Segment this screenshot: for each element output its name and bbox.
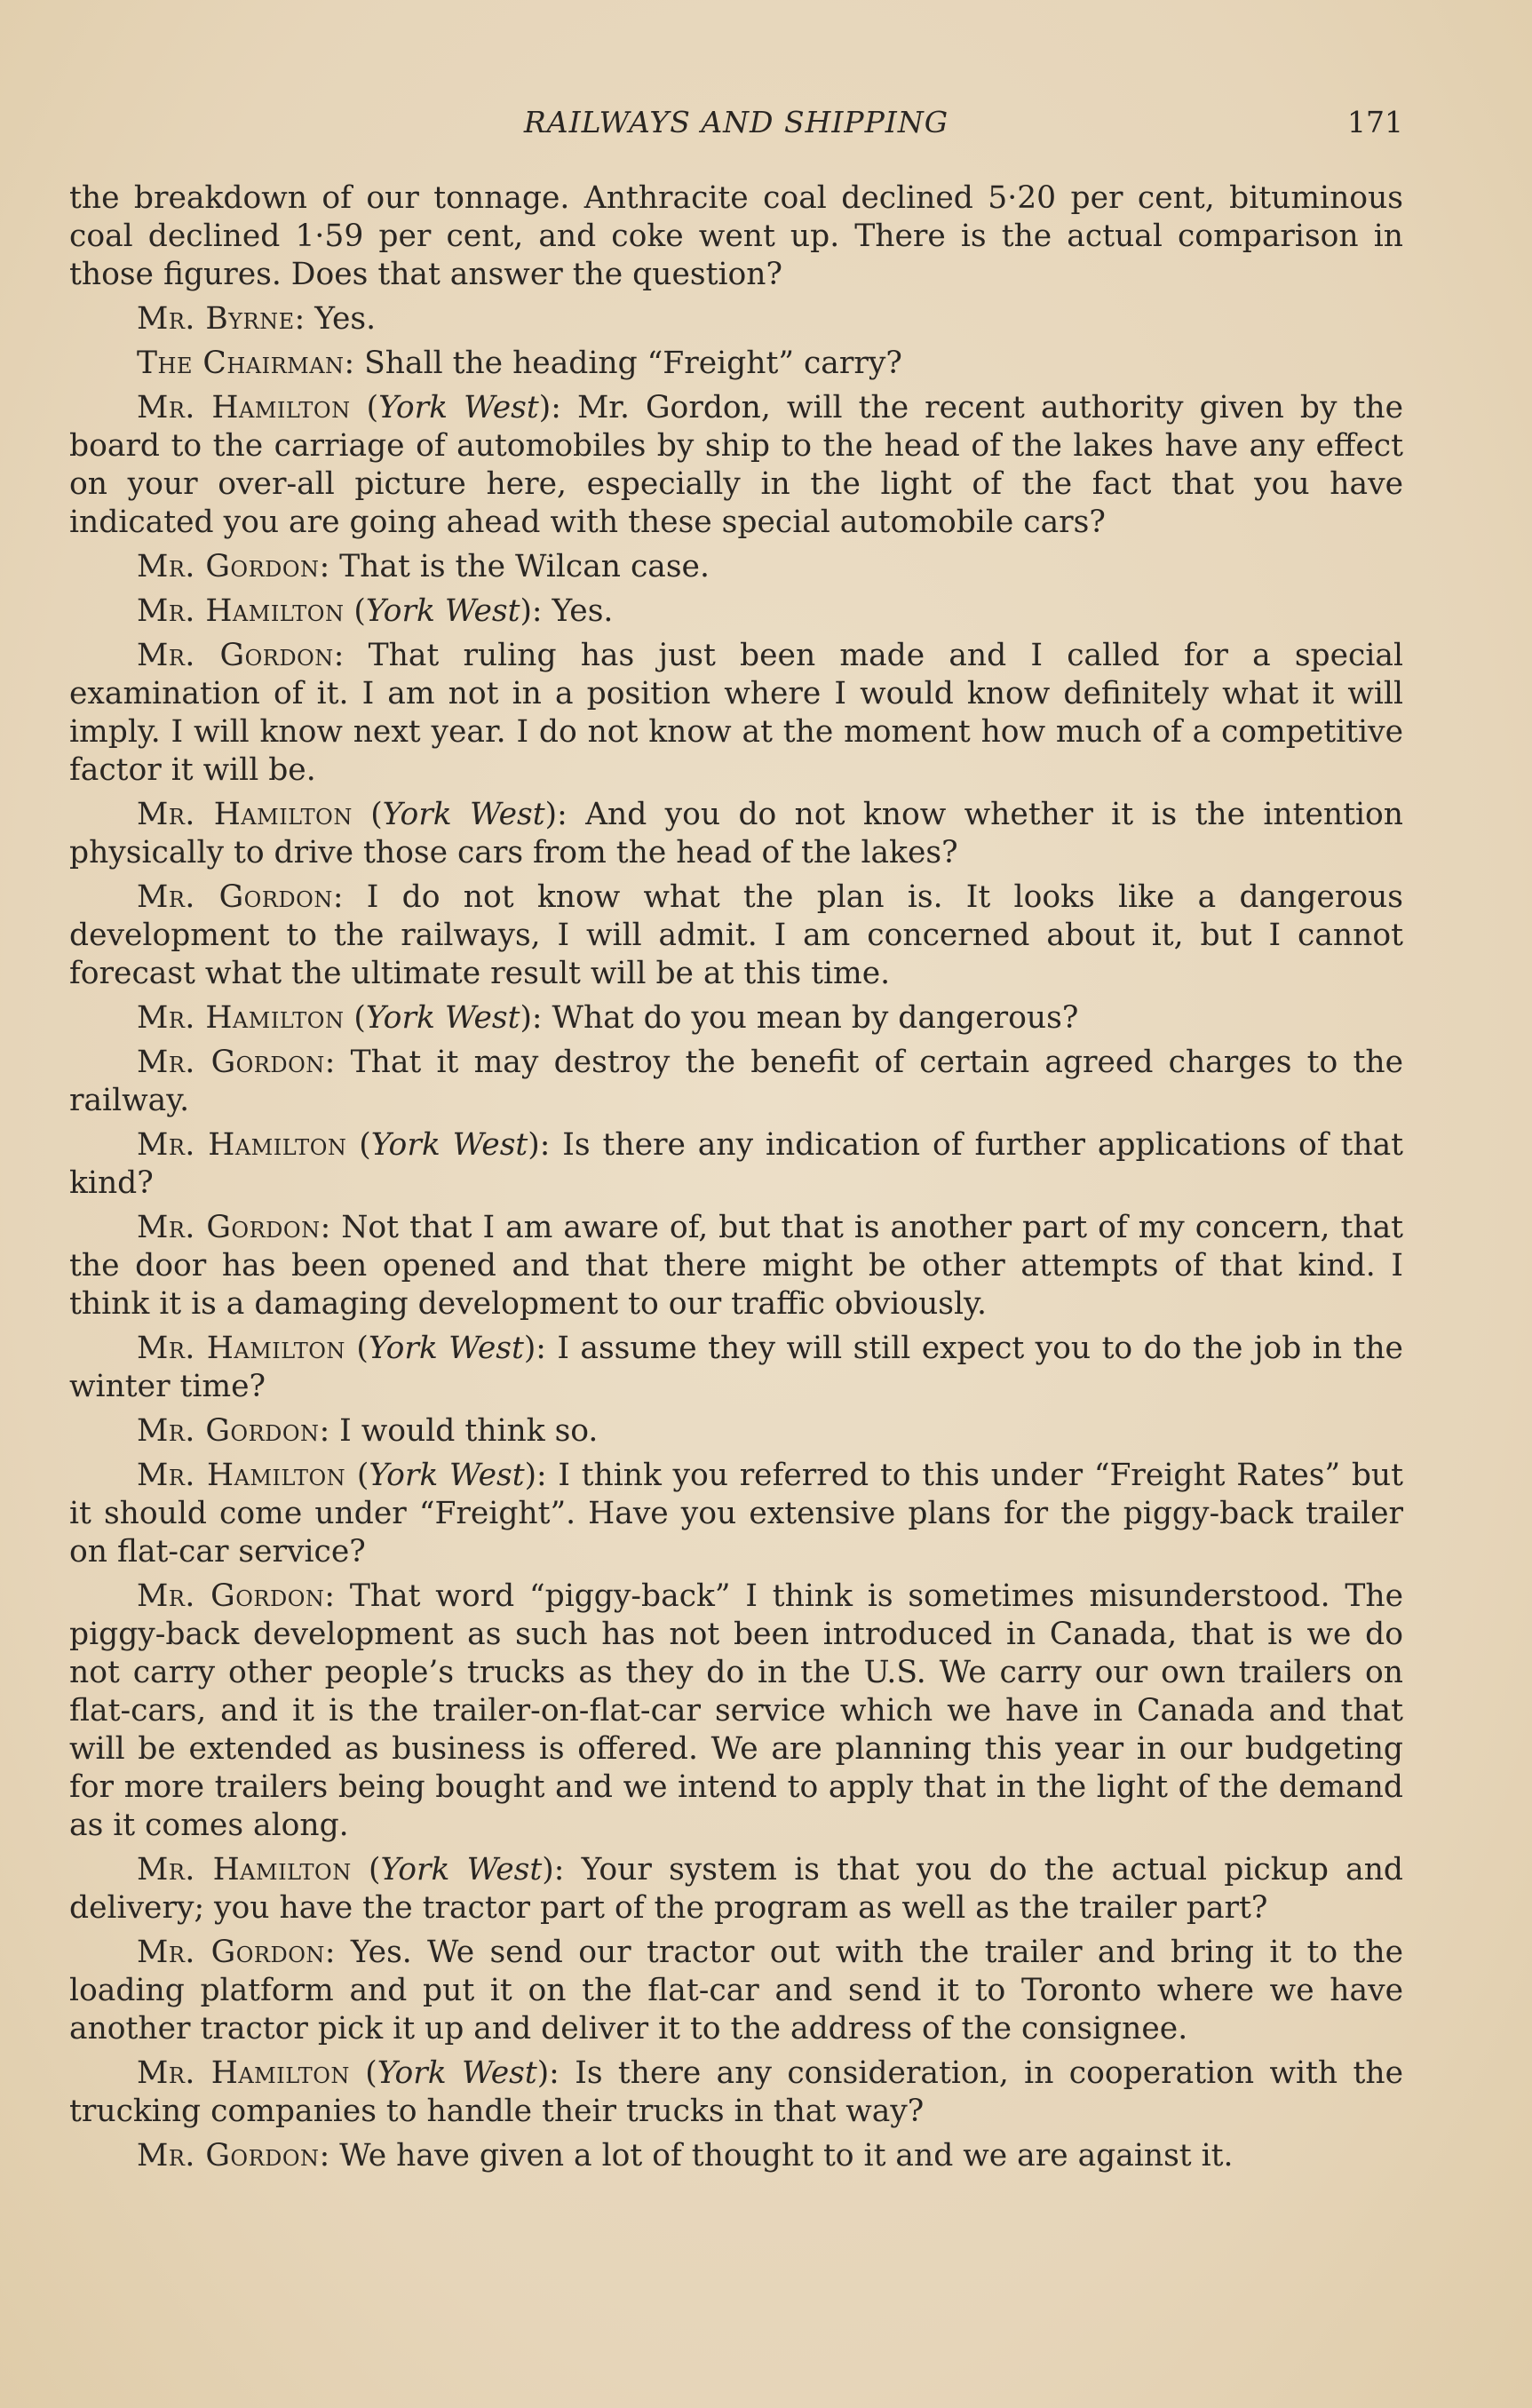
speaker-punctuation: : — [319, 2138, 330, 2174]
paragraph-text: That it may destroy the benefit of certain agreed charges to the railway. — [69, 1045, 1403, 1118]
speaker-punctuation: ): — [544, 797, 568, 832]
paragraph-text: That is the Wilcan case. — [339, 549, 710, 584]
speaker-name: Mr. Gordon — [137, 549, 320, 584]
transcript-paragraph — [69, 1934, 1403, 2048]
speaker-punctuation: : — [320, 1210, 331, 1245]
speaker-name: Mr. Hamilton — [137, 390, 351, 425]
transcript-paragraph — [69, 1209, 1403, 1323]
transcript-paragraph: Mr. Hamilton (York West): Mr. Gordon, will the recent authority given by the board to the carriage of automobiles by ship to the head of the lakes have any effect on your over-all picture here, especially in the light of the fact that you have indicated you are going ahead with these special automobile cars? — [69, 390, 1404, 540]
paragraph-text: Yes. — [314, 301, 377, 337]
speaker-punctuation: : — [332, 879, 344, 915]
speaker-riding: York West — [382, 797, 545, 832]
paragraph-text: Is there any consideration, in cooperation with the trucking companies to handle their trucks in that way? — [69, 2055, 1404, 2129]
speaker-name: Mr. Gordon — [137, 1045, 325, 1080]
paragraph-text: I do not know what the plan is. It looks like a dangerous development to the railways, I will admit. I am concerned about it, but I cannot forecast what the ultimate result will be at this time. — [69, 879, 1404, 991]
speaker-riding: York West — [365, 593, 520, 629]
speaker-name: Mr. Hamilton — [137, 1000, 345, 1036]
speaker-punctuation: ): — [542, 1852, 565, 1887]
transcript-paragraph: Mr. Hamilton (York West): Your system is that you do the actual pickup and delivery; you have the tractor part of the program as well as the trailer part? — [69, 1852, 1404, 1926]
paragraph-text: What do you mean by dangerous? — [552, 1000, 1079, 1036]
speaker-name: Mr. Hamilton — [137, 1852, 352, 1887]
paragraph-text: That ruling has just been made and I called for a special examination of it. I am not in a position where I would know definitely what it will imply. I will know next year. I do not know at the moment how much of a competitive factor it will be. — [69, 638, 1403, 788]
transcript-paragraph: Mr. Hamilton (York West): And you do not know whether it is the intention physically to drive those cars from the head of the lakes? — [69, 797, 1403, 870]
paragraph-text: Is there any indication of further applications of that kind? — [69, 1127, 1404, 1201]
paragraph-text: I think you referred to this under “Freight Rates” but it should come under “Freight”. Have you extensive plans for the piggy-back trailer on flat-car service? — [69, 1458, 1403, 1570]
transcript-paragraph — [69, 179, 1403, 294]
speaker-name: Mr. Gordon — [137, 1935, 325, 1970]
speaker-name: Mr. Byrne — [137, 301, 295, 337]
speaker-riding: York West — [365, 1000, 520, 1036]
paragraph-text: I would think so. — [339, 1413, 599, 1449]
speaker-punctuation: : — [344, 346, 355, 381]
paragraph-text: Not that I am aware of, but that is another part of my concern, that the door has been opened and that there might be other attempts of that kind. I think it is a damaging development to our traffic obviously. — [69, 1210, 1404, 1322]
paragraph-text: I assume they will still expect you to do the job in the winter time? — [69, 1331, 1403, 1404]
speaker-riding: York West — [380, 1852, 543, 1887]
speaker-punctuation: : — [319, 549, 330, 584]
speaker-punctuation: ): — [528, 1127, 551, 1163]
transcript-paragraph — [69, 2137, 1403, 2175]
transcript-paragraph — [69, 1412, 1403, 1450]
speaker-name: Mr. Gordon — [137, 1578, 325, 1614]
speaker-punctuation: ): — [520, 593, 543, 629]
running-title: RAILWAYS AND SHIPPING — [523, 105, 949, 139]
page-header — [69, 105, 1403, 149]
speaker-name: Mr. Hamilton — [137, 1458, 346, 1493]
paragraph-text: Mr. Gordon, will the recent authority given by the board to the carriage of automobiles by ship to the head of the lakes have any effect on your over-all picture here, especially in the light of the fact that you have indicated you are going ahead with these special automobile cars? — [69, 390, 1404, 540]
paragraph-text: Your system is that you do the actual pickup and delivery; you have the tractor part of the program as well as the trailer part? — [69, 1852, 1404, 1926]
speaker-riding: York West — [369, 1458, 525, 1493]
transcript-paragraph: Mr. Hamilton (York West): Is there any consideration, in cooperation with the trucking companies to handle their trucks in that way? — [69, 2055, 1404, 2129]
transcript-paragraph — [69, 345, 1403, 383]
speaker-riding: York West — [377, 2055, 537, 2091]
transcript-paragraph — [69, 1578, 1403, 1845]
speaker-name: Mr. Gordon — [137, 638, 334, 673]
transcript-paragraph: Mr. Hamilton (York West): I think you referred to this under “Freight Rates” but it should come under “Freight”. Have you extensive plans for the piggy-back trailer on flat-car service? — [69, 1458, 1403, 1570]
speaker-name: Mr. Hamilton — [137, 593, 345, 629]
speaker-name: Mr. Gordon — [137, 2138, 320, 2174]
speaker-punctuation: ): — [536, 2055, 560, 2091]
paragraph-text: And you do not know whether it is the intention physically to drive those cars from the head of the lakes? — [69, 797, 1403, 870]
transcript-paragraph: Mr. Hamilton (York West): I assume they will still expect you to do the job in the winter time? — [69, 1331, 1403, 1404]
speaker-riding: York West — [378, 390, 539, 425]
speaker-punctuation: ): — [524, 1458, 547, 1493]
speaker-punctuation: : — [294, 301, 306, 337]
speaker-name: Mr. Hamilton — [137, 2055, 350, 2091]
paragraph-text: That word “piggy-back” I think is sometimes misunderstood. The piggy-back development as such has not been introduced in Canada, that is we do not carry other people’s trucks as they do in the U.S. We carry our own trailers on flat-cars, and it is the trailer-on-flat-car service which we have in Canada and that will be extended as business is offered. We are planning this year in our budgeting for more trailers being bought and we intend to apply that in the light of the demand as it comes along. — [69, 1578, 1404, 1843]
transcript-body — [69, 179, 1403, 2182]
speaker-name: The Chairman — [137, 346, 345, 381]
speaker-punctuation: : — [324, 1935, 336, 1970]
paragraph-text: Shall the heading “Freight” carry? — [364, 346, 902, 381]
speaker-punctuation: ): — [523, 1331, 546, 1366]
paragraph-text: Yes. We send our tractor out with the trailer and bring it to the loading platform and put it on the flat-car and send it to Toronto where we have another tractor pick it up and deliver it to the address of the consignee. — [69, 1935, 1403, 2046]
transcript-paragraph — [69, 548, 1403, 586]
speaker-punctuation: : — [324, 1045, 336, 1080]
transcript-paragraph: Mr. Hamilton (York West): Is there any indication of further applications of that kind? — [69, 1127, 1404, 1201]
transcript-paragraph — [69, 300, 1403, 338]
speaker-name: Mr. Gordon — [137, 1210, 321, 1245]
transcript-paragraph — [69, 637, 1403, 790]
transcript-paragraph: Mr. Hamilton (York West): Yes. — [137, 593, 614, 629]
speaker-riding: York West — [368, 1331, 524, 1366]
speaker-name: Mr. Gordon — [137, 1413, 320, 1449]
speaker-name: Mr. Gordon — [137, 879, 333, 915]
speaker-punctuation: : — [319, 1413, 330, 1449]
transcript-paragraph — [69, 878, 1403, 993]
paragraph-text: Yes. — [552, 593, 614, 629]
speaker-punctuation: : — [324, 1578, 336, 1614]
speaker-riding: York West — [370, 1127, 528, 1163]
speaker-punctuation: ): — [538, 390, 561, 425]
speaker-punctuation: ): — [520, 1000, 543, 1036]
speaker-name: Mr. Hamilton — [137, 1331, 345, 1366]
paragraph-text: the breakdown of our tonnage. Anthracite coal declined 5·20 per cent, bituminous coal declined 1·59 per cent, and coke went up. There is the actual comparison in those figures. Does that answer the question? — [69, 180, 1403, 292]
speaker-name: Mr. Hamilton — [137, 797, 353, 832]
transcript-paragraph: Mr. Hamilton (York West): What do you mean by dangerous? — [137, 1000, 1079, 1036]
speaker-name: Mr. Hamilton — [137, 1127, 347, 1163]
speaker-punctuation: : — [333, 638, 345, 673]
page-number: 171 — [1347, 105, 1403, 139]
paragraph-text: We have given a lot of thought to it and we are against it. — [339, 2138, 1234, 2174]
transcript-paragraph — [69, 1044, 1403, 1120]
